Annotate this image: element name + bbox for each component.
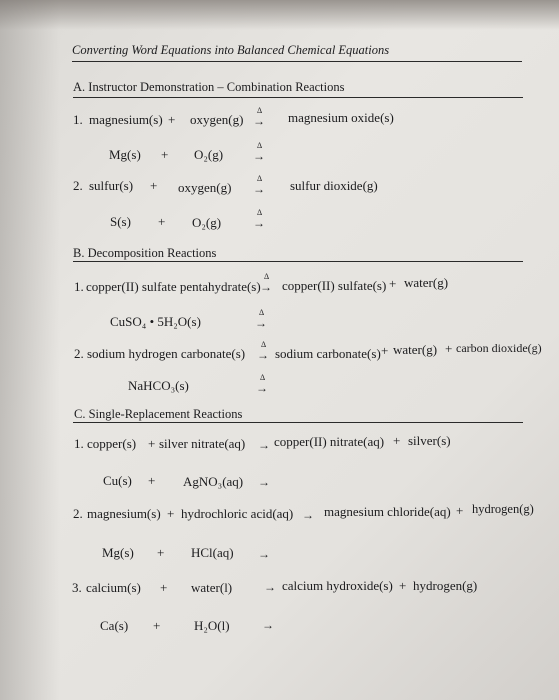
photo-shadow-left — [0, 0, 60, 700]
formula-2: O₂(g) — [192, 215, 222, 230]
yields-arrow: → — [262, 618, 274, 632]
formula-2: H₂O(l) — [194, 618, 230, 633]
section-b-heading: B. Decomposition Reactions — [73, 246, 217, 260]
formula-1: Mg(s) — [102, 545, 134, 560]
eq-number: 1. — [74, 279, 84, 294]
product-1: sodium carbonate(s) — [275, 346, 381, 361]
eq-number: 2. — [73, 506, 83, 521]
reactant-1: sulfur(s) — [89, 178, 134, 193]
yields-arrow-heat: Δ → — [260, 272, 272, 294]
reactant-1: copper(s) — [87, 436, 137, 451]
eq-number: 1. — [74, 436, 84, 451]
plus-sign: + — [167, 506, 175, 521]
formula-2: HCl(aq) — [191, 545, 234, 560]
plus-sign: + — [393, 433, 401, 448]
yields-arrow-heat: Δ → — [253, 174, 265, 196]
formula-2: O₂(g) — [194, 147, 224, 162]
plus-sign: + — [160, 580, 168, 595]
plus-sign: + — [399, 578, 407, 593]
reactant-1: calcium(s) — [86, 580, 141, 595]
yields-arrow-heat: Δ → — [255, 308, 267, 330]
product-1: copper(II) nitrate(aq) — [274, 434, 385, 449]
plus-sign: + — [153, 618, 161, 633]
formula: CuSO₄ • 5H₂O(s) — [110, 314, 201, 329]
plus-sign: + — [157, 545, 165, 560]
formula-1: S(s) — [110, 214, 131, 229]
yields-arrow: → — [258, 475, 270, 489]
plus-sign: + — [158, 214, 166, 229]
reactant-2: oxygen(g) — [190, 112, 244, 127]
product-2: water(g) — [393, 342, 438, 357]
product-1: magnesium chloride(aq) — [324, 504, 451, 519]
plus-sign: + — [161, 147, 169, 162]
yields-arrow: → — [258, 547, 270, 561]
section-c-rule — [73, 422, 523, 423]
plus-sign: + — [456, 503, 464, 518]
plus-sign: + — [389, 276, 397, 291]
formula-2: AgNO₃(aq) — [183, 474, 244, 489]
reactant-2: water(l) — [191, 580, 233, 595]
formula-1: Ca(s) — [100, 618, 129, 633]
section-b-rule — [73, 261, 523, 262]
reactant-1: magnesium(s) — [89, 112, 163, 127]
reactant-2: hydrochloric acid(aq) — [181, 506, 294, 521]
product: sulfur dioxide(g) — [290, 178, 378, 193]
eq-number: 2. — [74, 346, 84, 361]
eq-number: 1. — [73, 112, 83, 127]
product-2: hydrogen(g) — [413, 578, 478, 593]
formula: NaHCO₃(s) — [128, 378, 189, 393]
product-1: calcium hydroxide(s) — [282, 578, 393, 593]
page-title: Converting Word Equations into Balanced Chemical Equations — [72, 43, 390, 57]
section-a-rule — [73, 97, 523, 98]
yields-arrow-heat: Δ → — [256, 373, 268, 395]
eq-number: 2. — [73, 178, 83, 193]
section-c-heading: C. Single-Replacement Reactions — [74, 407, 243, 421]
product-1: copper(II) sulfate(s) — [282, 278, 387, 293]
reactant-2: oxygen(g) — [178, 180, 232, 195]
yields-arrow: → — [302, 508, 314, 522]
title-rule — [72, 61, 522, 62]
yields-arrow: → — [258, 438, 270, 452]
product: magnesium oxide(s) — [288, 110, 394, 125]
reactant-1: magnesium(s) — [87, 506, 161, 521]
plus-sign: + — [148, 473, 156, 488]
plus-sign: + — [445, 341, 453, 356]
plus-sign: + — [148, 436, 156, 451]
reactant: sodium hydrogen carbonate(s) — [87, 346, 246, 361]
section-a-heading: A. Instructor Demonstration – Combination Reactions — [73, 80, 345, 94]
reactant: copper(II) sulfate pentahydrate(s) — [86, 279, 261, 294]
formula-1: Mg(s) — [109, 147, 141, 162]
yields-arrow-heat: Δ → — [253, 141, 265, 163]
formula-1: Cu(s) — [103, 473, 132, 488]
reactant-2: silver nitrate(aq) — [159, 436, 246, 451]
product-3: carbon dioxide(g) — [456, 341, 542, 355]
product-2: silver(s) — [408, 433, 451, 448]
plus-sign: + — [168, 112, 176, 127]
yields-arrow: → — [264, 580, 276, 594]
yields-arrow-heat: Δ → — [253, 106, 265, 128]
eq-number: 3. — [72, 580, 82, 595]
product-2: water(g) — [404, 275, 449, 290]
plus-sign: + — [150, 178, 158, 193]
plus-sign: + — [381, 343, 389, 358]
yields-arrow-heat: Δ → — [257, 340, 269, 362]
yields-arrow-heat: Δ → — [253, 208, 265, 230]
product-2: hydrogen(g) — [472, 502, 534, 516]
photo-shadow-top — [0, 0, 559, 30]
